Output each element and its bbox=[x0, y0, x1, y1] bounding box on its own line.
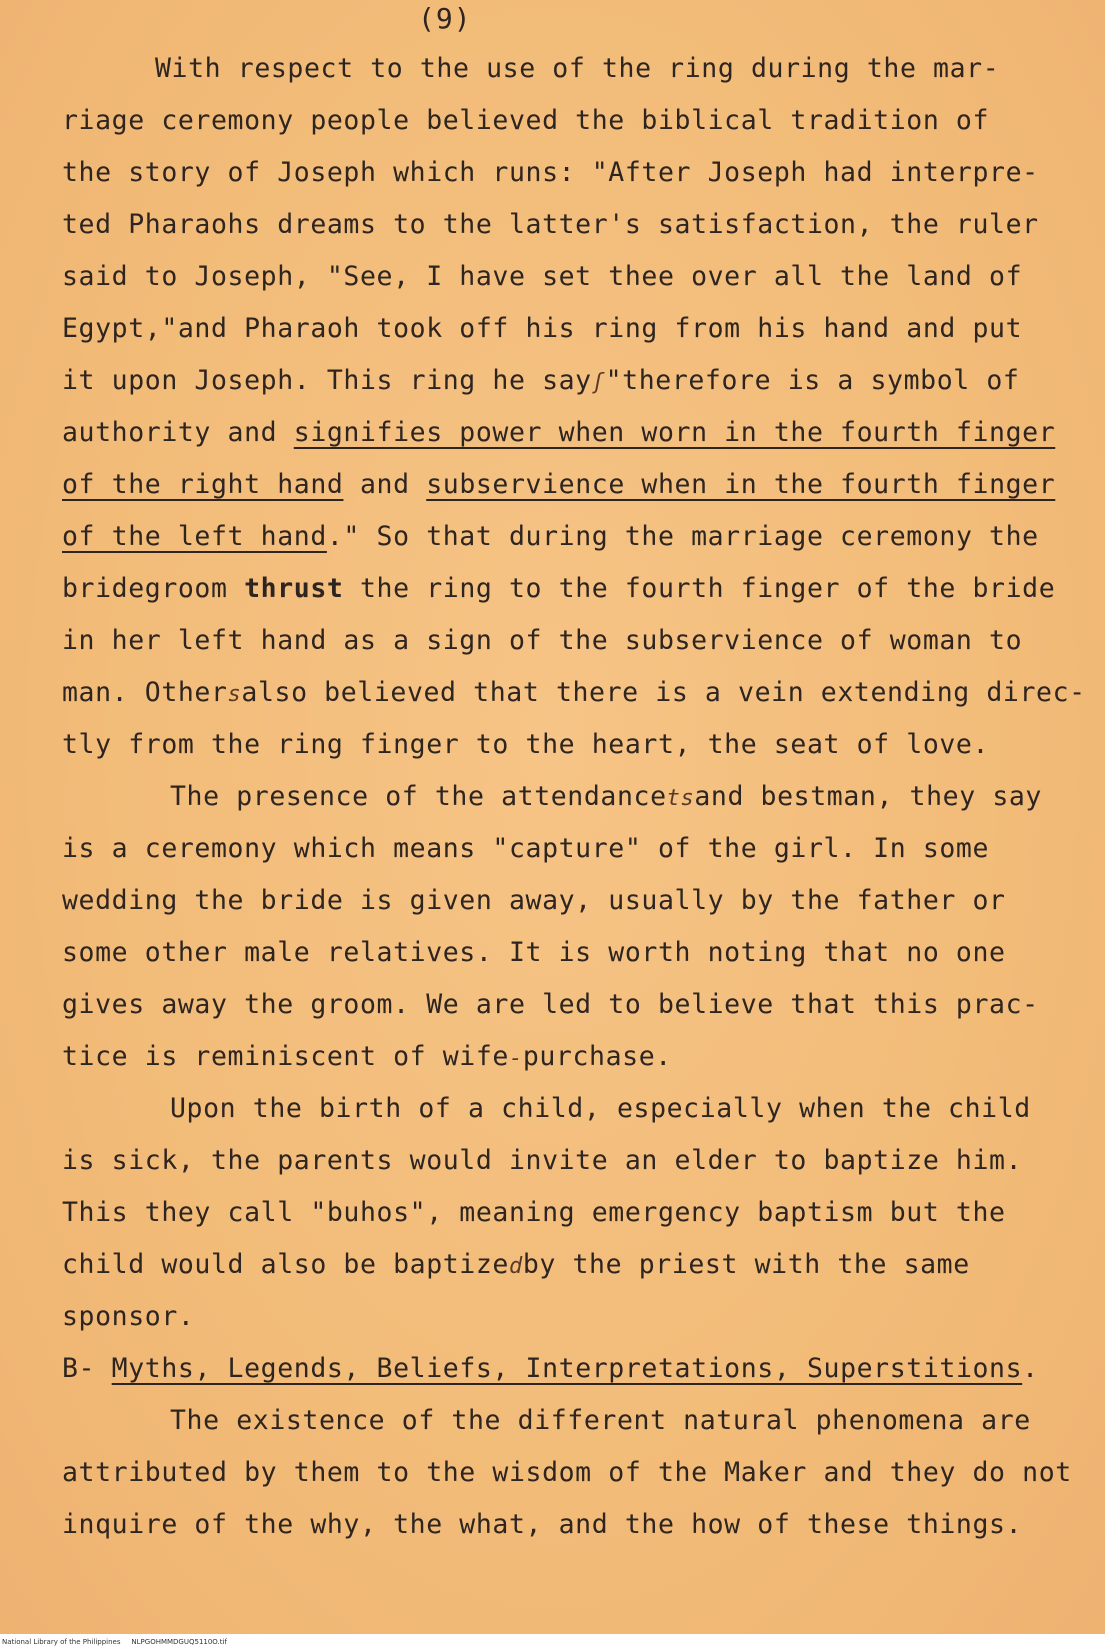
underlined-text: of the right hand bbox=[62, 469, 344, 500]
text-line: The presence of the attendancetsand bestman, they say bbox=[170, 781, 1042, 812]
text-line: wedding the bride is given away, usually by the father or bbox=[62, 885, 1006, 916]
text-line: gives away the groom. We are led to believe that this prac- bbox=[62, 989, 1039, 1020]
text-line: tice is reminiscent of wife-purchase. bbox=[62, 1041, 672, 1072]
text-line: The existence of the different natural phenomena are bbox=[170, 1405, 1031, 1436]
underlined-text: subservience when in the fourth finger bbox=[426, 469, 1056, 500]
text-line: riage ceremony people believed the biblical tradition of bbox=[62, 105, 990, 136]
footer-library: National Library of the Philippines bbox=[2, 1638, 121, 1646]
page-number: (9) bbox=[418, 2, 472, 35]
text-line: bridegroom thrust the ring to the fourth finger of the bride bbox=[62, 573, 1056, 604]
text-line: it upon Joseph. This ring he sayʃ"therefore is a symbol of bbox=[62, 365, 1020, 396]
text-line: the story of Joseph which runs: "After Joseph had interpre- bbox=[62, 157, 1039, 188]
footer-file: NLPGOHMMDGUQ5110O.tif bbox=[131, 1638, 227, 1646]
underlined-text: signifies power when worn in the fourth finger bbox=[293, 417, 1056, 448]
text-line: is a ceremony which means "capture" of the girl. In some bbox=[62, 833, 990, 864]
text-line: child would also be baptizedby the priest with the same bbox=[62, 1249, 970, 1280]
text-line: is sick, the parents would invite an elder to baptize him. bbox=[62, 1145, 1023, 1176]
text-line: inquire of the why, the what, and the how of these things. bbox=[62, 1509, 1023, 1540]
text-line: With respect to the use of the ring during the mar- bbox=[155, 53, 1000, 84]
text-line: Egypt,"and Pharaoh took off his ring from his hand and put bbox=[62, 313, 1023, 344]
handwritten-mark: ts bbox=[666, 786, 695, 811]
section-heading: B- Myths, Legends, Beliefs, Interpretations, Superstitions. bbox=[62, 1353, 1039, 1384]
handwritten-mark: d bbox=[508, 1254, 523, 1279]
text-line: some other male relatives. It is worth noting that no one bbox=[62, 937, 1006, 968]
text-line: of the left hand." So that during the marriage ceremony the bbox=[62, 521, 1039, 552]
text-line: of the right hand and subservience when in the fourth finger bbox=[62, 469, 1056, 500]
text-line: man. Othersalso believed that there is a vein extending direc- bbox=[62, 677, 1086, 708]
text-line: attributed by them to the wisdom of the Maker and they do not bbox=[62, 1457, 1072, 1488]
text-line: ted Pharaohs dreams to the latter's satisfaction, the ruler bbox=[62, 209, 1039, 240]
text-line: in her left hand as a sign of the subservience of woman to bbox=[62, 625, 1023, 656]
handwritten-mark: s bbox=[227, 682, 242, 707]
text-line: This they call "buhos", meaning emergency baptism but the bbox=[62, 1197, 1006, 1228]
text-line: sponsor. bbox=[62, 1301, 195, 1332]
section-heading-title: Myths, Legends, Beliefs, Interpretations, Superstitions bbox=[111, 1353, 1023, 1384]
text-line: Upon the birth of a child, especially when the child bbox=[170, 1093, 1031, 1124]
underlined-text: of the left hand bbox=[62, 521, 327, 552]
scan-footer bbox=[0, 1634, 1105, 1650]
handwritten-mark: - bbox=[508, 1046, 523, 1071]
handwritten-mark: ʃ bbox=[591, 370, 606, 395]
text-line: tly from the ring finger to the heart, the seat of love. bbox=[62, 729, 990, 760]
bold-word: thrust bbox=[244, 573, 344, 604]
text-line: authority and signifies power when worn in the fourth finger bbox=[62, 417, 1056, 448]
text-line: said to Joseph, "See, I have set thee over all the land of bbox=[62, 261, 1023, 292]
